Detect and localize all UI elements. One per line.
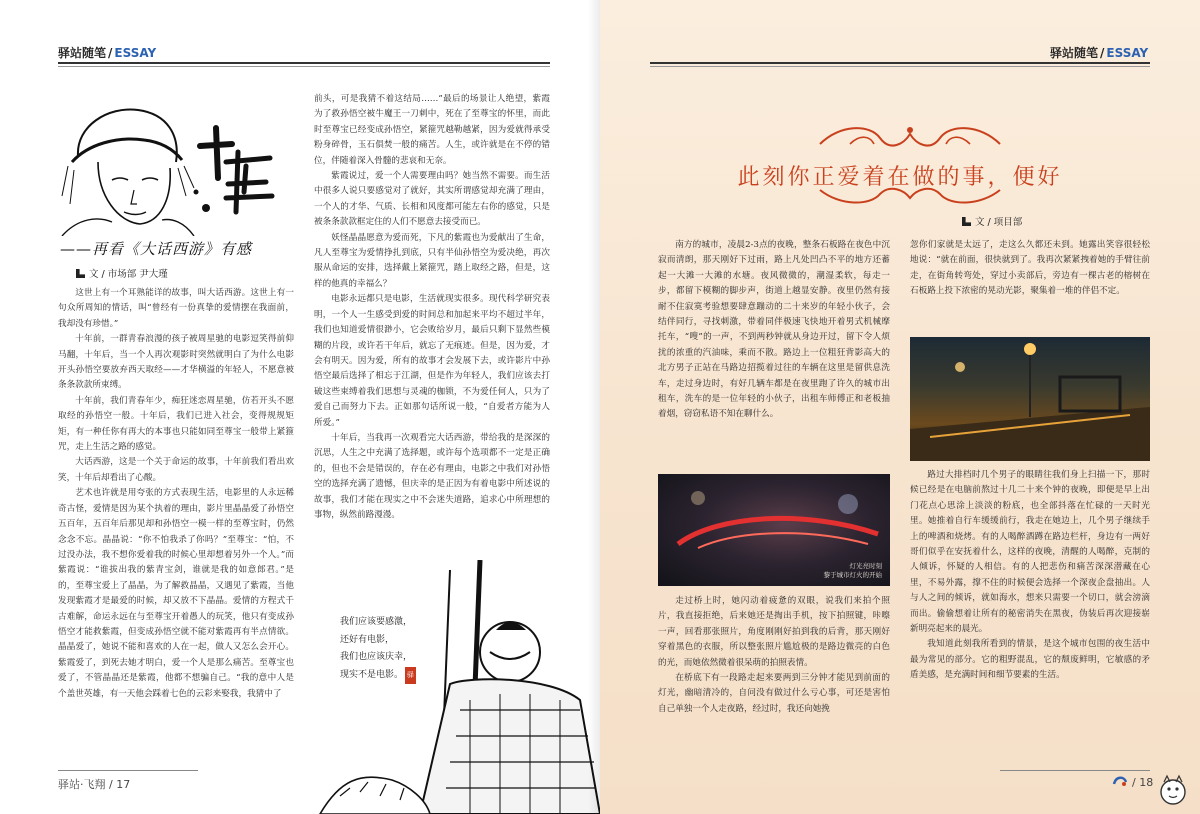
- paragraph: 十年后，当我再一次观看完大话西游，带给我的是深深的沉思，人生之中充满了选择题，或许每个选项都不一定是正确的，但也不会是错误的，存在必有理由，电影之中我们对孙悟空的选择充满了遗憾，但庆幸的是正因为有着电影中所述说的故事，我们才能在现实之中不会迷失道路，追求心中所理想的事物，纵然前路漫漫。: [314, 432, 550, 520]
- paragraph: 电影永远都只是电影，生活就现实很多。现代科学研究表明，一个人一生感受到爱的时间总和加起来平均不超过半年，我们也知道爱情很渺小，它会败给岁月，最后只剩下显然些模糊的片段，或许若干年后，就忘了无痕迹。但是，因为爱，才会有明天。因为爱，所有的故事才会发展下去，或许影片中孙悟空最后选择了相忘于江湖，但是作为年轻人，我们应该去打破这些束缚着我们思想与灵魂的枷锁，不为爱任何人，只为了爱自己而努力下去。正如那句话所说一般，“自爱者方能为人所爱。”: [314, 294, 550, 428]
- footer-rule: [1000, 770, 1150, 771]
- paragraph: 妖怪晶晶愿意为爱而死，下凡的紫霞也为爱献出了生命，凡人至尊宝为爱情挣扎到底，只有半仙孙悟空为爱决绝，再次服从命运的安排，选择戴上紧箍咒，踏上取经之路，但是，这样的他真的幸福么？: [314, 232, 550, 289]
- section-header: [58, 44, 156, 61]
- right-page: [600, 0, 1200, 814]
- section-name-en: ESSAY: [1106, 46, 1149, 60]
- paragraph: 十年前，我们青春年少，痴狂迷恋周星驰，仿若开头不愿取经的孙悟空一般。十年后，我们已进入社会，变得规规矩矩，有一种任你有再大的本事也只能如同至尊宝一般带上紧箍咒，走上生活之路的感觉。: [58, 395, 294, 453]
- paragraph: 大话西游，这是一个关于命运的故事，十年前我们看出欢笑，十年后却看出了心酸。: [58, 457, 294, 483]
- warrior-illustration: [300, 560, 600, 814]
- night-street-photo: [910, 337, 1150, 461]
- paragraph: 艺术也许就是用夸张的方式表现生活，电影里的人永远稀奇古怪，爱情是因为某个执着的理由，影片里晶晶爱了孙悟空五百年，五百年后那见却和孙悟空一模一样的至尊宝时，仍然念念不忘。晶晶说：“你不怕我杀了你吗？”至尊宝：“怕，不过没办法，我不想你爱着我的时候心里却想着另外一个人。”而紫霞说：“谁拔出我的紫青宝剑，谁就是我的如意郎君。”是的，至尊宝爱上了晶晶，为了解救晶晶，又遇见了紫霞，当他发现紫霞才是最爱的时候，却又放不下晶晶。爱情的方程式千古难解，命运永远在与至尊宝开着愚人的玩笑，他只有变成孙悟空才能救紫霞，但变成孙悟空就不能对紫霞再有半点情欲。晶晶爱了，她说不能和喜欢的人在一起，做人又怎么会开心。紫霞爱了，到死去她才明白，爱一个人是那么痛苦。至尊宝也爱了，不管晶晶还是紫霞，他都不想骗自己。“我的意中人是个盖世英雄，有一天他会踩着七色的云彩来娶我，我猜中了: [58, 488, 294, 699]
- right-column-1-bottom: [658, 594, 890, 766]
- caption-line: 黎于城市灯火的开始: [823, 571, 882, 579]
- header-rule: [650, 62, 1150, 64]
- page-number: 驿站·飞翔 / 17: [58, 778, 131, 791]
- end-mark-icon: 驿: [405, 667, 416, 685]
- header-rule-thin: [650, 66, 1150, 67]
- header-rule-thin: [58, 66, 550, 67]
- byline-text: 文 / 市场部 尹大瑾: [89, 269, 168, 280]
- paragraph: 南方的城市，凌晨2-3点的夜晚，整条石板路在夜色中沉寂而清朗，那天刚好下过雨，路上凡处凹凸不平的地方还蓄起一大滩一大滩的水塘。夜风微微的，潮湿柔软，每走一步，都留下模糊的脚步声，街道上越显安静。夜里仍然有接耐不住寂寞考验想要肆意蹦动的二十来岁的年轻小伙子，会结伴同行，寻找刺激，带着同伴极速飞快地开着男式机械摩托车，“嗖”的一声，不到两秒钟就从身边开过，留下令人烦扰的浓重的汽油味，乘而不散。路边上一位粗狂背影高大的北方男子正站在马路边招揽着过往的车辆在这里是留供息洗车，走过身边时，有好几辆车都是在夜里跑了许久的城市出租车，洗车的是一位年轻的小伙子，出租车师傅正和老板抽着烟，窃窃私语不知在聊什么。: [658, 240, 890, 420]
- ornament-flourish: [810, 118, 1010, 158]
- paragraph: 十年前，一群青春浪漫的孩子被周星驰的电影逗笑得前仰马翻，十年后，当一个人再次观影时突然就明白了为什么电影开头孙悟空要放弃西天取经——才华横溢的年轻人，不愿意被条条款款所束缚。: [58, 334, 294, 391]
- byline-icon: [962, 217, 971, 226]
- night-photo-art: [910, 337, 1150, 461]
- page-number: / 18: [1132, 776, 1154, 789]
- article-subtitle: ——再看《大话西游》有感: [60, 240, 253, 258]
- paragraph: 紫霞说过，爱一个人需要理由吗？她当然不需要。而生活中很多人说只要感觉对了就好，其实所谓感觉却充满了理由，一个人的才华、气质、长相和风度都可能左右你的感觉，只是被条条款款框定住的人们不愿意去接受而已。: [314, 171, 550, 228]
- right-column-2-bottom: [910, 468, 1150, 766]
- article-byline: [962, 214, 1022, 228]
- section-name-en: ESSAY: [114, 46, 157, 60]
- car-taillight-photo: [658, 474, 890, 586]
- paragraph: 忽你们家就是太远了，走这么久都还未到。她露出笑容很轻松地说：“就在前面，很快就到了。我再次紧紧拽着她的手臂往前走，在街角转弯处，穿过小卖部后，旁边有一棵古老的榕树在石板路上投下浓密的晃动光影，聚集着一堆的伴侣不定。: [910, 240, 1150, 297]
- calligraphy-glyph: [186, 122, 276, 222]
- poem-line: 还好有电影，: [340, 634, 395, 645]
- left-column-2: [314, 92, 550, 608]
- paragraph: 前头，可是我猜不着这结局……”最后的场景让人绝望，紫霞为了救孙悟空被牛魔王一刀刺中，死在了至尊宝的怀里，而此时至尊宝已经变成孙悟空，紧箍咒越勒越紧，因为爱就得承受粉身碎骨，玉石俱焚一般的痛苦。人生，或许就是在不停的错位，伴随着深入骨髓的悲哀和无奈。: [314, 94, 550, 166]
- paragraph: 在桥底下有一段路走起来要两到三分钟才能见到前面的灯光，幽暗清冷的，自问没有做过什么亏心事，可还是害怕自己单独一个人走夜路，经过时，我还向她挽: [658, 673, 890, 714]
- paragraph: 路过大排档时几个男子的眼睛往我们身上扫描一下，那时候已经是在电脑前熬过十几二十来个钟的夜晚，即便是早上出门花点心思涂上淡淡的粉底，也全部抖落在忙碌的一天时光里。她推着自行车缓缓前行，我走在她边上，几个男子继续手上的啤酒和烧烤。有的人喝醉酒蹲在路边栏杆，身边有一两好哥们似乎在安抚着什么，这样的夜晚，清醒的人喝醉，克制的人倾诉，怀疑的人相信。有的人把悲伤和痛苦深深潜藏在心里，不易外露，撑不住的时候便会选择一个深夜企盘抽出。人与人之间的倾诉，就如海水，想来只需要一个切口，就会滂滴而出。偷偷想着让所有的秘密消失在黑夜，伪装后再次迎接崭新明亮起来的晨光。: [910, 470, 1150, 635]
- section-separator: /: [1100, 46, 1105, 60]
- caption-line: 灯光亮时刻: [849, 562, 882, 570]
- section-header: [1050, 44, 1148, 61]
- section-separator: /: [108, 46, 113, 60]
- article-title: 此刻你正爱着在做的事，便好: [737, 165, 1063, 190]
- footer-rule: [58, 770, 198, 771]
- byline-text: 文 / 项目部: [975, 217, 1023, 228]
- byline-icon: [76, 269, 85, 278]
- page-number-value: 18: [1139, 776, 1154, 789]
- left-column-1: [58, 286, 294, 764]
- calligraphy-title: [186, 122, 276, 222]
- header-rule: [58, 62, 550, 64]
- right-column-2-top: [910, 238, 1150, 332]
- logo-icon: [1112, 774, 1128, 788]
- mascot-icon: [1158, 772, 1188, 806]
- right-column-1-top: [658, 238, 890, 464]
- poem-line: 现实不是电影。: [340, 669, 404, 680]
- paragraph: 这世上有一个耳熟能详的故事，叫大话西游。这世上有一句众所周知的情话，叫“曾经有一份真挚的爱情摆在我面前，我却没有珍惜。”: [58, 288, 294, 329]
- section-name: 驿站随笔: [58, 46, 107, 60]
- poem-line: 我们应该要感激，: [340, 617, 413, 627]
- photo-caption: [824, 562, 883, 580]
- article-byline: [76, 266, 168, 280]
- paragraph: 走过桥上时，她闪动着疲惫的双眼，说我们来拍个照片，我直接拒绝，后来她还是掏出手机，按下拍照键，咔嚓一声，回看那张照片，角度刚刚好拍到我的后背，那天刚好穿着黑色的衣服，所以整张照片尴尬极的是路边微亮的白色的光，而她依然微着很呆萌的拍照表情。: [658, 596, 890, 668]
- portrait-illustration: [58, 96, 198, 236]
- section-name: 驿站随笔: [1050, 46, 1099, 60]
- paragraph: 我知道此刻我所看到的情景，是这个城市包围的夜生活中最为常见的部分。它的粗野混乱，它的颓废鲜明，它敏感的矛盾美感，是充满时间和细节要素的生活。: [910, 639, 1150, 681]
- poem-line: 我们也应该庆幸，: [340, 652, 413, 662]
